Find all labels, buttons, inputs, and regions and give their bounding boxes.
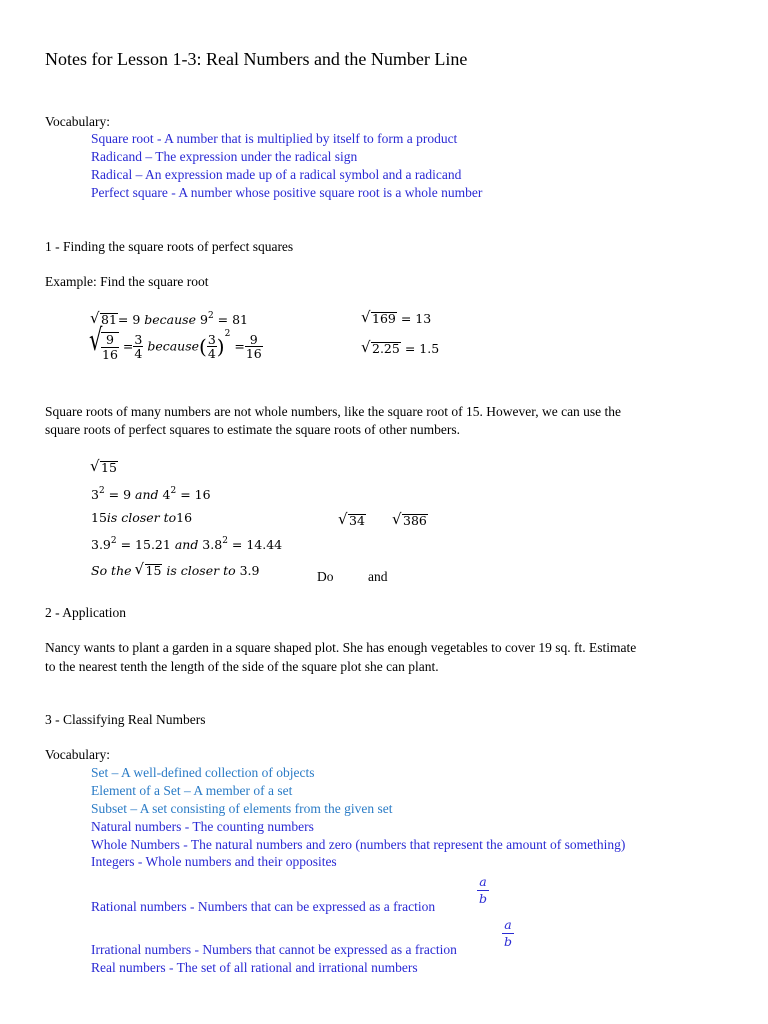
vocab-integers: Integers - Whole numbers and their opposites	[91, 854, 337, 869]
estimate-sqrt-15: √ 15	[91, 461, 118, 475]
vocabulary-heading-2: Vocabulary:	[45, 747, 110, 762]
fraction-a-over-b: a b	[479, 874, 488, 906]
example-label: Example: Find the square root	[45, 274, 209, 289]
example-sqrt-169: √ 169 = 13	[362, 312, 431, 326]
vocab-perfect-square: Perfect square - A number whose positive square root is a whole number	[91, 185, 483, 200]
estimate-paragraph-line-1: Square roots of many numbers are not whole numbers, like the square root of 15. However, we can use the	[45, 404, 622, 419]
estimate-line-decimals: $3.9^2 = 15.21$ and $3.8^2 = 14.44$	[91, 536, 283, 552]
section-1-heading: 1 - Finding the square roots of perfect squares	[45, 239, 294, 254]
section-2-heading: 2 - Application	[45, 605, 126, 620]
vocab-real-numbers: Real numbers - The set of all rational and irrational numbers	[91, 960, 418, 975]
practice-do-label: Do	[317, 569, 334, 584]
vocab-subset: Subset – A set consisting of elements from the given set	[91, 801, 393, 816]
application-line-2: to the nearest tenth the length of the side of the square plot she can plant.	[45, 659, 439, 674]
application-line-1: Nancy wants to plant a garden in a square shaped plot. She has enough vegetables to cover 19 sq. ft. Estimate	[45, 640, 637, 655]
example-sqrt-2-25: √ 2.25 = 1.5	[362, 342, 439, 356]
vocab-element: Element of a Set – A member of a set	[91, 783, 293, 798]
vocab-square-root: Square root - A number that is multiplied by itself to form a product	[91, 131, 458, 146]
vocab-set: Set – A well-defined collection of objects	[91, 765, 315, 780]
practice-sqrt-386: √ 386	[393, 514, 428, 528]
example-sqrt-fraction: √ $\frac{9}{16}$ = $\frac{3}{4}$ because( $\frac{3}{4}$ )$^2$ = $\frac{9}{16}$	[89, 330, 263, 361]
page-title: Notes for Lesson 1-3: Real Numbers and the Number Line	[45, 49, 468, 69]
section-3-heading: 3 - Classifying Real Numbers	[45, 712, 206, 727]
vocab-rational-numbers: Rational numbers - Numbers that can be expressed as a fraction	[91, 899, 436, 914]
estimate-line-closer: 15is closer to16	[91, 510, 193, 525]
practice-and-label: and	[368, 569, 388, 584]
estimate-line-squares: $3^2 = 9$ and $4^2 = 16$	[91, 486, 211, 502]
vocab-radical: Radical – An expression made up of a radical symbol and a radicand	[91, 167, 462, 182]
vocab-natural-numbers: Natural numbers - The counting numbers	[91, 819, 314, 834]
example-sqrt-81: √ 81= 9 because $9^2 = 81$	[91, 312, 248, 327]
vocab-whole-numbers: Whole Numbers - The natural numbers and zero (numbers that represent the amount of something)	[91, 837, 626, 852]
fraction-a-over-b-2: a b	[504, 917, 513, 949]
vocab-radicand: Radicand – The expression under the radical sign	[91, 149, 358, 164]
vocabulary-heading: Vocabulary:	[45, 114, 110, 129]
vocab-irrational-numbers: Irrational numbers - Numbers that cannot be expressed as a fraction	[91, 942, 457, 957]
estimate-line-conclusion: So the √ 15 is closer to 3.9	[91, 564, 259, 578]
estimate-paragraph-line-2: square roots of perfect squares to estimate the square roots of other numbers.	[45, 422, 460, 437]
practice-sqrt-34: √ 34	[339, 514, 366, 528]
